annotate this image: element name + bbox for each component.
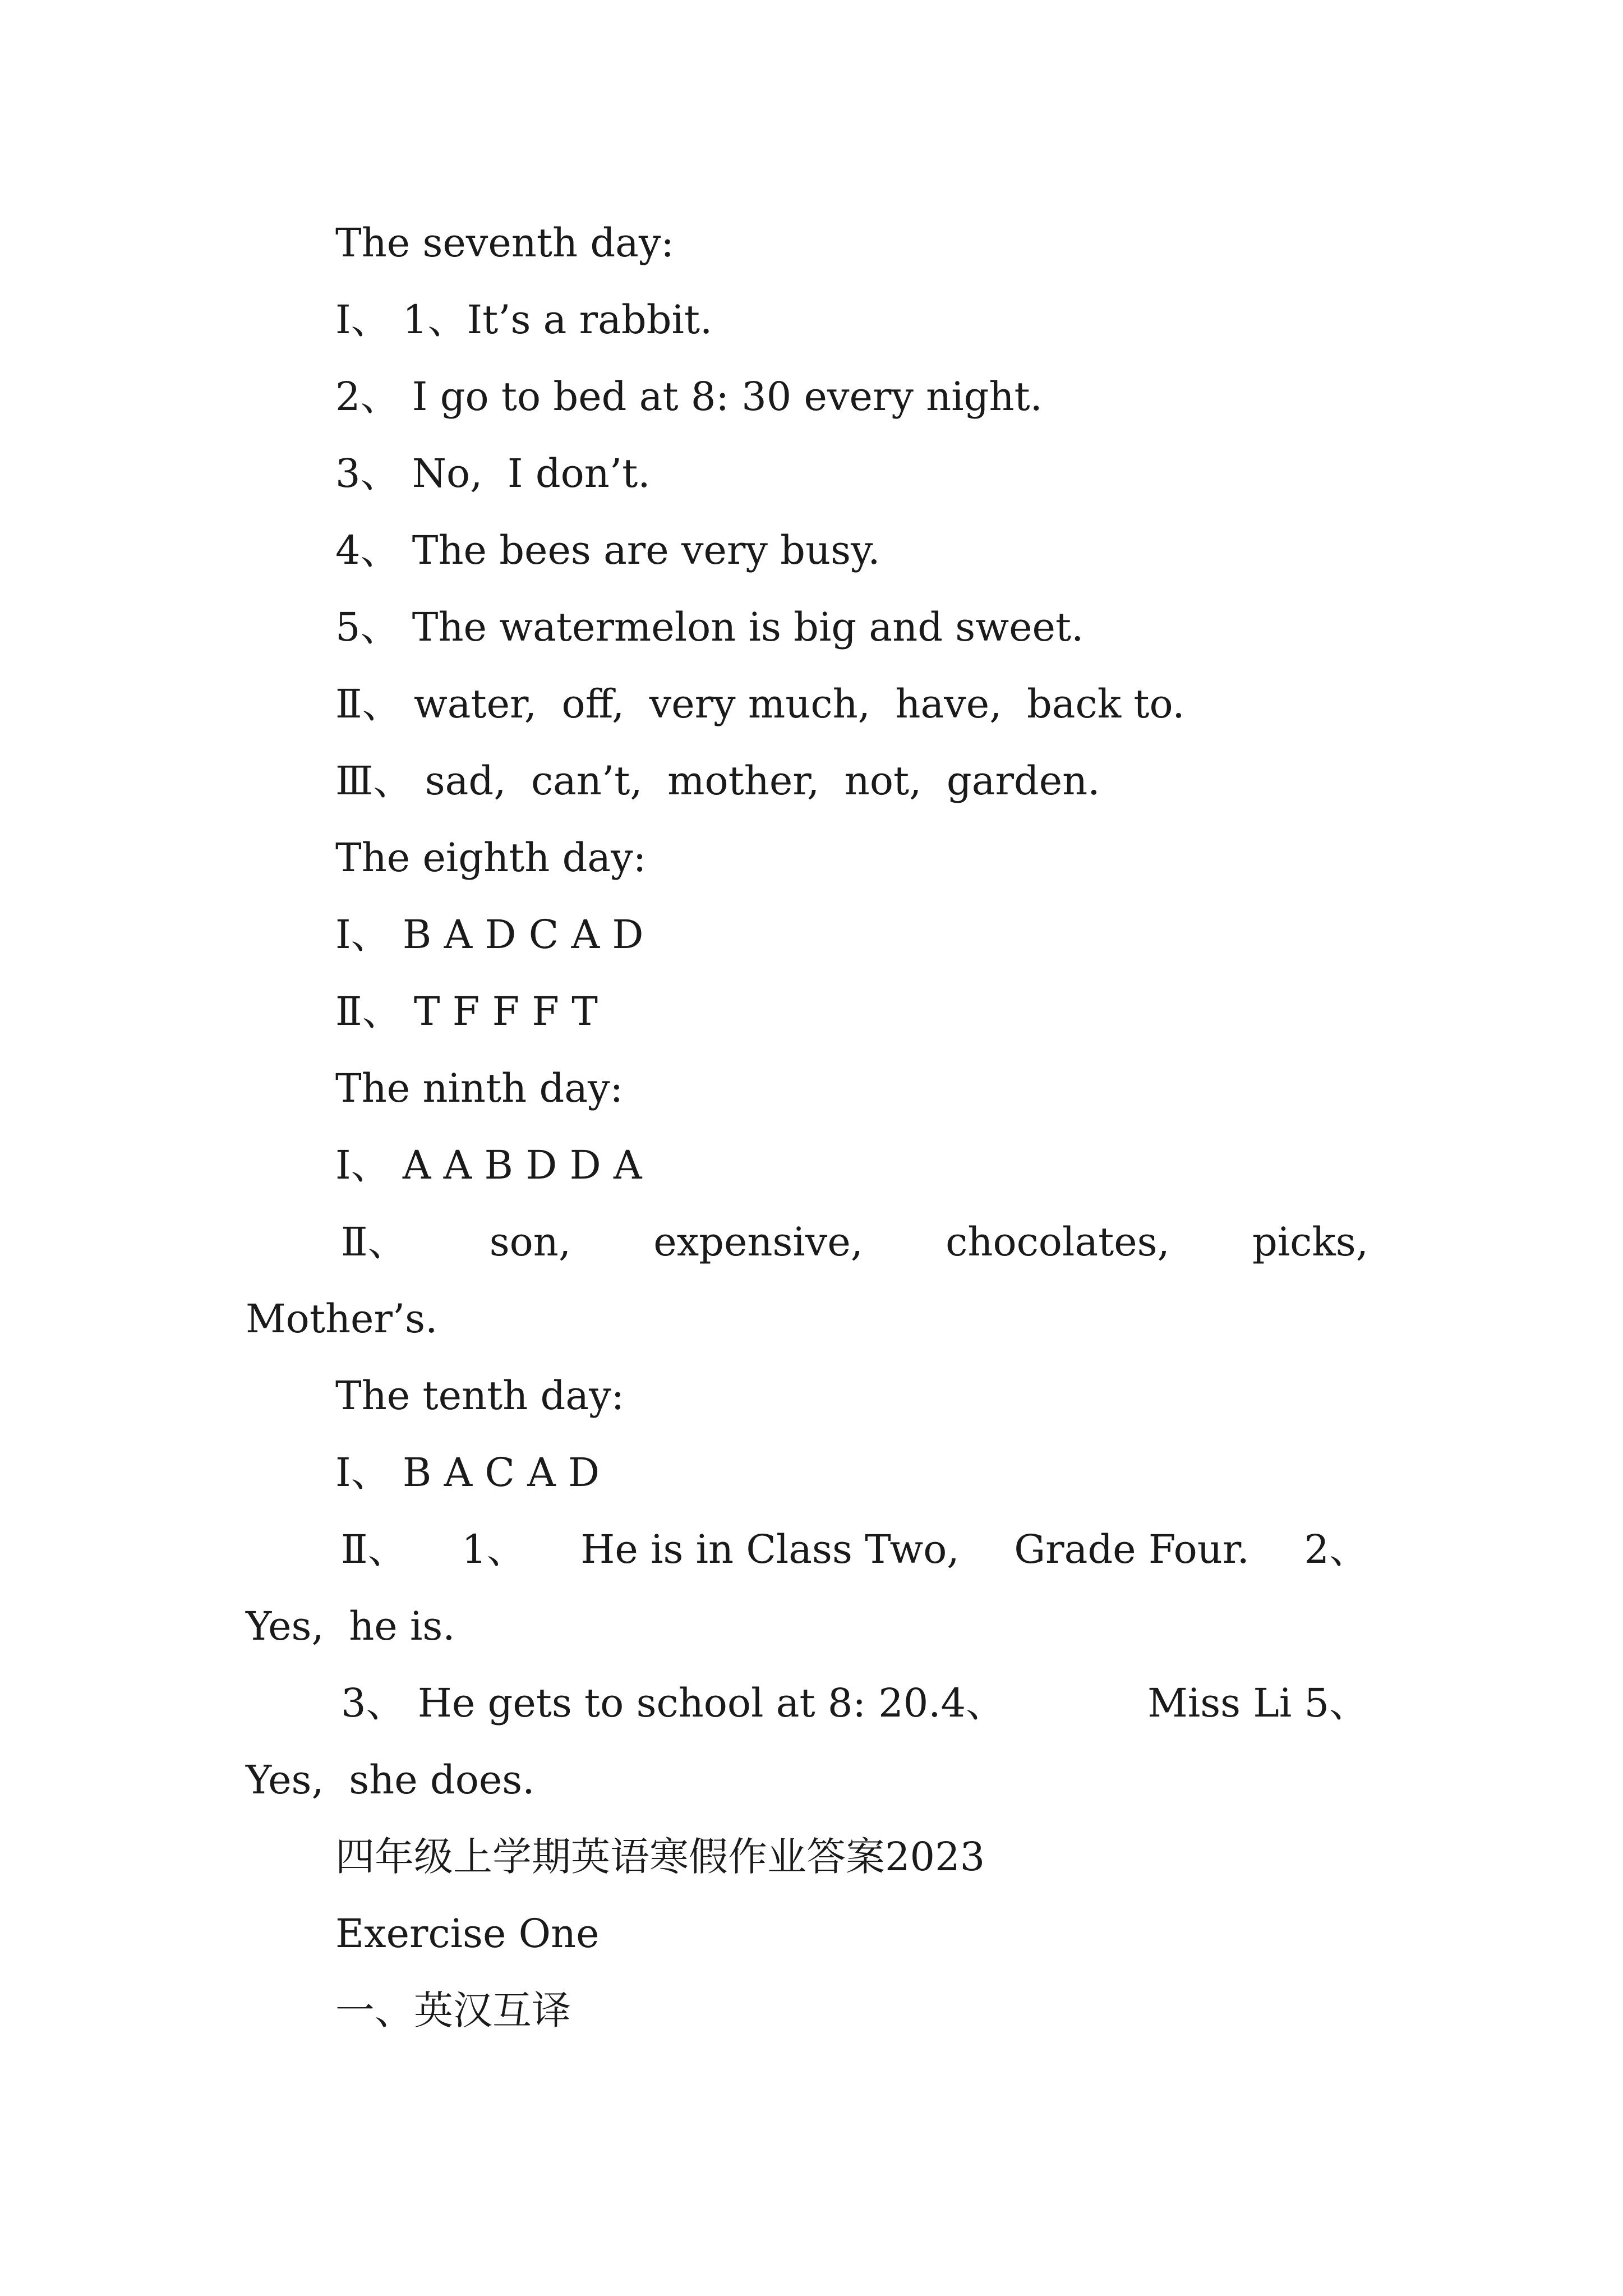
answer-word: 2、 bbox=[1304, 1526, 1368, 1572]
section-heading-eighth-day: The eighth day: bbox=[335, 835, 647, 881]
document-section-title: 四年级上学期英语寒假作业答案2023 bbox=[335, 1834, 985, 1880]
answer-line: 2、 I go to bed at 8: 30 every night. bbox=[335, 374, 1043, 420]
answer-line-justified bbox=[341, 1217, 1368, 1267]
section-heading-ninth-day: The ninth day: bbox=[335, 1065, 624, 1111]
answer-line: 5、 The watermelon is big and sweet. bbox=[335, 604, 1084, 650]
answer-line: Ⅰ、 1、It’s a rabbit. bbox=[335, 297, 713, 343]
answer-word: Ⅱ、 bbox=[341, 1526, 407, 1572]
exercise-subheading: 一、英汉互译 bbox=[335, 1987, 571, 2033]
answer-line: Ⅰ、 B A D C A D bbox=[335, 912, 644, 958]
answer-line-justified bbox=[341, 1678, 1368, 1728]
answer-word: expensive, bbox=[653, 1219, 864, 1265]
answer-line: Ⅰ、 B A C A D bbox=[335, 1450, 600, 1496]
answer-text: Miss Li 5、 bbox=[1147, 1680, 1368, 1726]
answer-word: picks, bbox=[1252, 1219, 1368, 1265]
answer-word: He is in Class Two, bbox=[580, 1526, 960, 1572]
exercise-heading: Exercise One bbox=[335, 1911, 600, 1957]
answer-line: Ⅰ、 A A B D D A bbox=[335, 1142, 642, 1188]
section-heading-tenth-day: The tenth day: bbox=[335, 1373, 625, 1419]
answer-line: 4、 The bees are very busy. bbox=[335, 527, 880, 573]
answer-line-continued: Yes, he is. bbox=[246, 1603, 455, 1649]
answer-line-continued: Yes, she does. bbox=[246, 1757, 535, 1803]
answer-line: 3、 No, I don’t. bbox=[335, 450, 651, 496]
answer-word: chocolates, bbox=[946, 1219, 1170, 1265]
answer-word: Grade Four. bbox=[1014, 1526, 1249, 1572]
answer-line: Ⅱ、 T F F F T bbox=[335, 988, 598, 1034]
answer-word: Ⅱ、 bbox=[341, 1219, 407, 1265]
answer-line-justified bbox=[341, 1524, 1368, 1575]
answer-line-continued: Mother’s. bbox=[246, 1296, 438, 1342]
section-heading-seventh-day: The seventh day: bbox=[335, 220, 674, 266]
answer-text: 3、 He gets to school at 8: 20.4、 bbox=[341, 1680, 1006, 1726]
answer-line: Ⅲ、 sad, can’t, mother, not, garden. bbox=[335, 758, 1100, 804]
answer-line: Ⅱ、 water, off, very much, have, back to. bbox=[335, 681, 1185, 727]
answer-word: son, bbox=[489, 1219, 571, 1265]
answer-word: 1、 bbox=[462, 1526, 526, 1572]
